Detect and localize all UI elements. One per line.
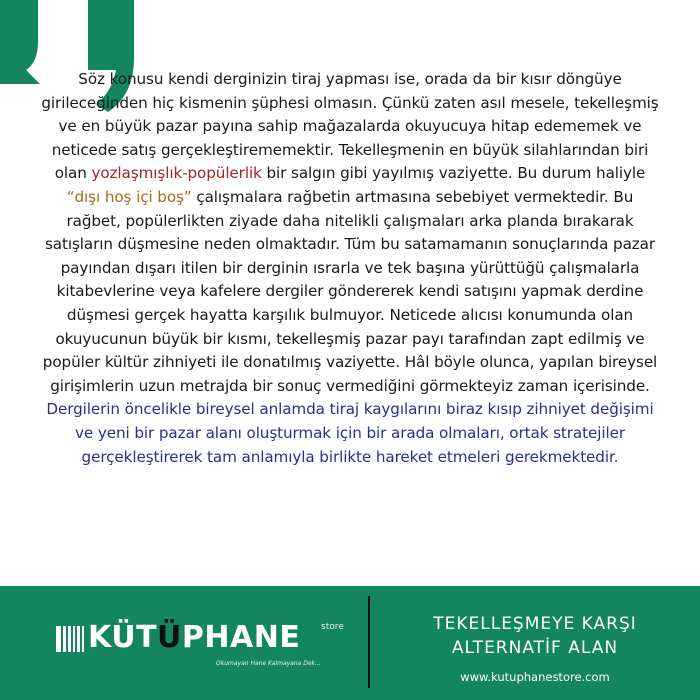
article-text-segment: bir salgın gibi yayılmış vaziyette. Bu durum haliyle xyxy=(261,164,646,183)
kutuphane-logo[interactable] xyxy=(56,620,356,667)
article-text-segment: Söz konusu kendi derginizin tiraj yapması ise, orada da bir kısır döngüye girileceğinden hiç kismenin şüphesi olmasın. Çünkü zaten asıl mesele, tekelleşmiş ve en büyük pazar payına sahip mağazalarda okuyucuya hitap edememek ve neticede satış gerçekleştirememektir. Tekelleşmenin en büyük silahlarından biri olan xyxy=(41,70,659,183)
highlighted-text-red: yozlaşmışlık-popülerlik xyxy=(91,164,262,183)
highlighted-text-blue: Dergilerin öncelikle bireysel anlamda tiraj kaygılarını biraz kısıp zihniyet değişimi ve yeni bir pazar alanı oluşturmak için bir arada olmaları, ortak stratejiler gerçekleştirerek tam anlamıyla birlikte hareket etmeleri gerekmektedir. xyxy=(46,400,654,466)
website-link[interactable]: www.kutuphanestore.com xyxy=(460,670,610,684)
logo-wordmark: KÜTÜPHANE xyxy=(88,620,301,655)
barcode-icon xyxy=(56,626,84,652)
logo-slogan: Okumayan Hane Kalmayana Dek... xyxy=(216,660,321,667)
campaign-title-line2: ALTERNATİF ALAN xyxy=(451,638,619,658)
footer-banner xyxy=(0,586,700,700)
campaign-title-line1: TEKELLEŞMEYE KARŞI xyxy=(433,614,637,634)
logo-store-label: store xyxy=(321,622,344,632)
article-paragraph xyxy=(40,68,660,469)
article-text-segment: çalışmalara rağbetin artmasına sebebiyet vermektedir. Bu rağbet, popülerlikten ziyade daha nitelikli çalışmaları arka planda bırakarak satışların düşmesine neden olmaktadır. Tüm bu satamamanın sonuçlarında pazar payından dışarı itilen bir derginin ısrarla ve tek başına yürüttüğü çalışmalarla kitabevlerine veya kafelere dergiler göndererek kendi satışını yapmak derdine düşmesi gerçek hayatta karşılık bulmuyor. Neticede alıcısı konumunda olan okuyucunun büyük bir kısmı, tekelleşmiş pazar payı tarafından zapt edilmiş ve popüler kültür zihniyeti ile donatılmış vaziyette. Hâl böyle olunca, yapılan bireysel girişimlerin uzun metrajda bir sonuç vermediğini görmekteyiz zaman içerisinde. xyxy=(42,187,658,395)
highlighted-text-gold: “dışı hoş içi boş” xyxy=(66,187,192,206)
